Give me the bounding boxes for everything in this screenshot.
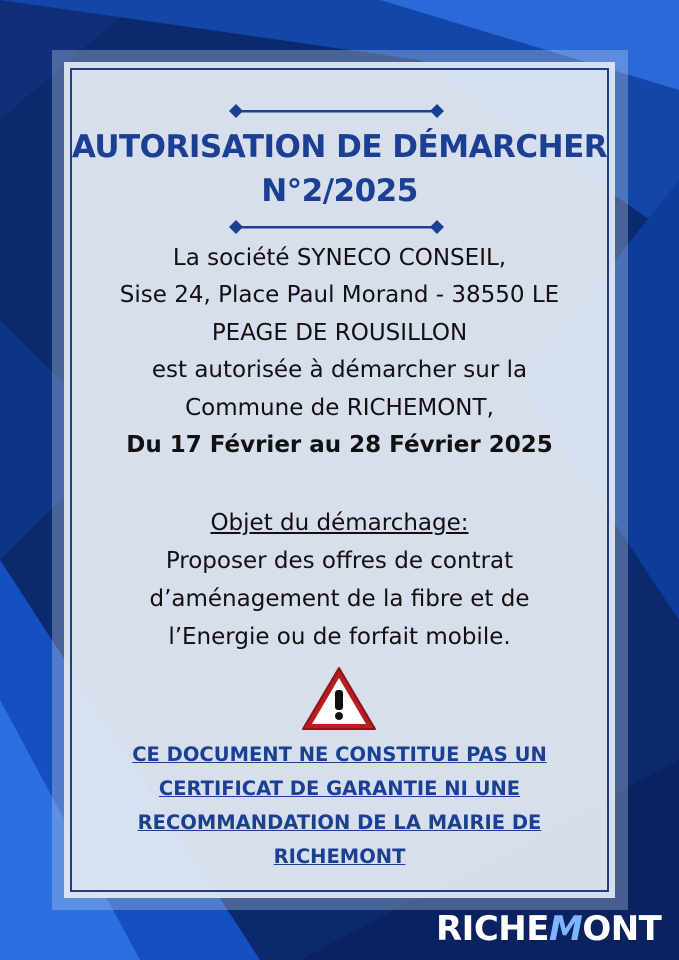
body-line-address: Sise 24, Place Paul Morand - 38550 LE	[119, 282, 560, 309]
disclaimer	[64, 738, 615, 874]
logo-part-3: ONT	[582, 909, 662, 949]
object-line-1: Proposer des offres de contrat	[165, 548, 514, 574]
title-line-2: N°2/2025	[261, 173, 418, 209]
warning-triangle-icon	[301, 666, 377, 732]
disclaimer-line-2: CERTIFICAT DE GARANTIE NI UNE	[158, 777, 521, 800]
body-line-authorized: est autorisée à démarcher sur la	[151, 357, 528, 384]
diamond-divider-top	[229, 104, 444, 118]
disclaimer-line-1: CE DOCUMENT NE CONSTITUE PAS UN	[132, 743, 547, 766]
title-line-1: AUTORISATION DE DÉMARCHER	[71, 129, 608, 165]
diamond-divider-bottom	[229, 220, 444, 234]
authorization-text	[64, 240, 615, 464]
body-line-company: La société SYNECO CONSEIL,	[172, 245, 507, 271]
object-line-2: d’aménagement de la fibre et de	[149, 586, 530, 612]
body-line-dates: Du 17 Février au 28 Février 2025	[126, 432, 553, 459]
disclaimer-line-4: RICHEMONT	[273, 845, 406, 868]
object-heading: Objet du démarchage:	[210, 510, 469, 536]
object-line-3: l’Energie ou de forfait mobile.	[168, 624, 511, 650]
disclaimer-line-3: RECOMMANDATION DE LA MAIRIE DE	[137, 811, 542, 834]
notice-card	[64, 62, 615, 898]
body-line-commune: Commune de RICHEMONT,	[185, 394, 494, 421]
object-section	[64, 504, 615, 656]
logo-part-1: RICHE	[436, 909, 549, 949]
logo-part-2: M	[548, 909, 583, 949]
body-line-city: PEAGE DE ROUSILLON	[211, 319, 468, 346]
richemont-logo	[436, 904, 661, 954]
